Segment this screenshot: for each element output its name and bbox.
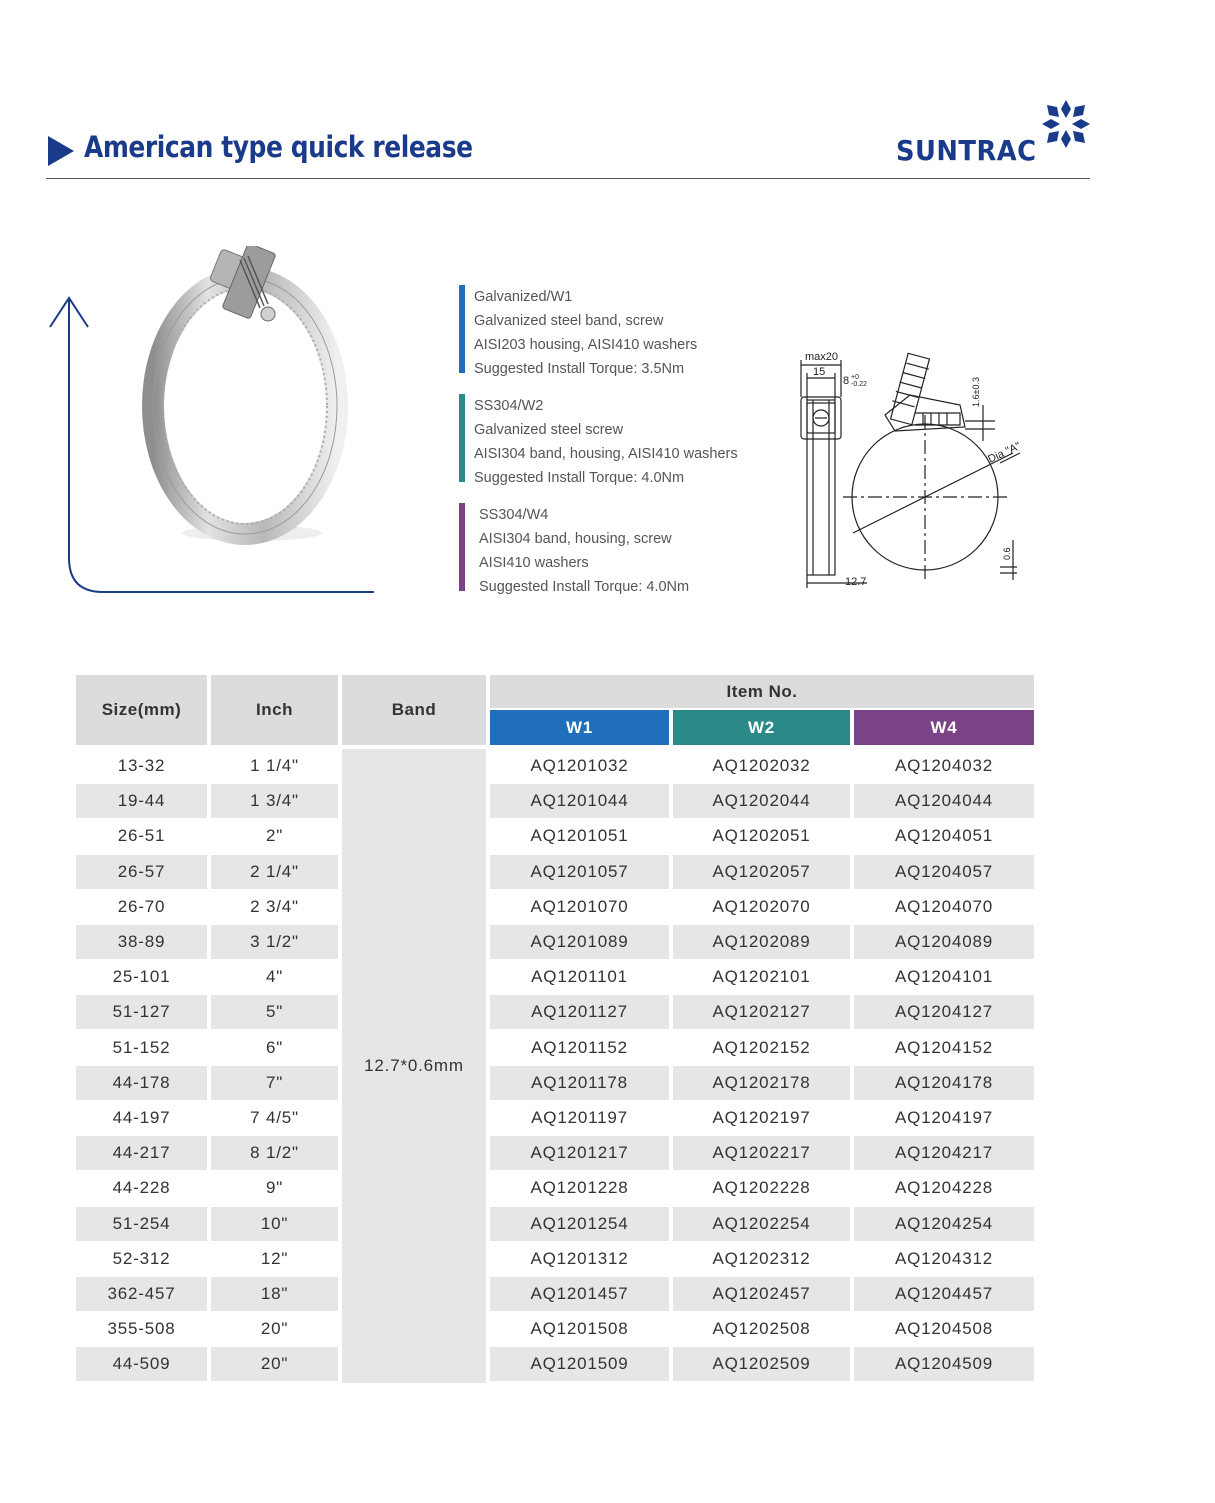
table-cell-size: 52-312 (112, 1249, 171, 1268)
dim-label-tol-upper: +0 (851, 374, 859, 381)
table-cell-w1: AQ1201254 (490, 1207, 669, 1241)
spec-line: AISI304 band, housing, AISI410 washers (474, 446, 738, 462)
table-cell-w4: AQ1204032 (895, 756, 993, 775)
table-cell-w4: AQ1204070 (895, 897, 993, 916)
table-cell-w2: AQ1202508 (712, 1319, 811, 1338)
table-cell-w2: AQ1202070 (712, 897, 811, 916)
band-cell: 12.7*0.6mm (342, 749, 486, 1383)
table-cell-w4: AQ1204051 (895, 826, 993, 845)
table-cell-size: 51-254 (76, 1207, 207, 1241)
table-cell-w4: AQ1204197 (895, 1108, 993, 1127)
table-cell-size: 44-217 (76, 1136, 207, 1170)
table-cell-w1: AQ1201197 (531, 1108, 628, 1127)
brand-logo-text: SUNTRAC (896, 134, 1037, 167)
spec-line: Galvanized steel screw (474, 422, 624, 438)
table-cell-w1: AQ1201228 (530, 1178, 629, 1197)
spec-line: Galvanized steel band, screw (474, 313, 664, 329)
table-cell-w1: AQ1201101 (531, 967, 628, 986)
table-cell-w2: AQ1202254 (673, 1207, 850, 1241)
table-cell-size: 44-197 (112, 1108, 171, 1127)
table-cell-w4: AQ1204312 (895, 1249, 993, 1268)
dim-label-15: 15 (813, 366, 826, 378)
table-cell-w2: AQ1202101 (712, 967, 811, 986)
table-cell-inch: 10" (211, 1207, 338, 1241)
table-cell-w1: AQ1201509 (490, 1347, 669, 1381)
spec-color-bar (459, 503, 465, 591)
table-cell-inch: 20" (211, 1347, 338, 1381)
spec-line: SS304/W4 (479, 507, 549, 523)
table-cell-w2: AQ1202089 (673, 925, 850, 959)
table-cell-inch: 1 3/4" (211, 784, 338, 818)
table-cell-w4: AQ1204057 (854, 855, 1034, 889)
table-cell-w2: AQ1202051 (712, 826, 811, 845)
table-cell-size: 38-89 (76, 925, 207, 959)
table-cell-w2: AQ1202127 (673, 995, 850, 1029)
dim-label-12-7: 12.7 (845, 576, 867, 588)
spec-line: AISI304 band, housing, screw (479, 531, 672, 547)
spec-color-bar (459, 285, 465, 373)
page-title: American type quick release (84, 130, 473, 164)
spec-line: Suggested Install Torque: 4.0Nm (479, 579, 690, 595)
table-cell-w4: AQ1204101 (895, 967, 993, 986)
table-cell-inch: 2 3/4" (250, 897, 299, 916)
table-cell-inch: 9" (265, 1178, 284, 1197)
table-cell-inch: 18" (211, 1277, 338, 1311)
table-cell-size: 19-44 (76, 784, 207, 818)
table-cell-size: 44-509 (76, 1347, 207, 1381)
table-cell-size: 44-178 (76, 1066, 207, 1100)
spec-line: Galvanized/W1 (474, 289, 573, 305)
table-cell-inch: 12" (260, 1249, 289, 1268)
dim-label-max20: max20 (805, 351, 839, 363)
header-divider (46, 178, 1090, 179)
table-cell-w2: AQ1202457 (673, 1277, 850, 1311)
header-size: Size(mm) (76, 675, 207, 745)
table-cell-w4: AQ1204457 (854, 1277, 1034, 1311)
table-cell-w1: AQ1201032 (530, 756, 629, 775)
table-cell-w2: AQ1202152 (712, 1038, 811, 1057)
table-cell-w2: AQ1202509 (673, 1347, 850, 1381)
table-cell-w2: AQ1202178 (673, 1066, 850, 1100)
table-cell-w1: AQ1201051 (530, 826, 629, 845)
table-cell-w4: AQ1204178 (854, 1066, 1034, 1100)
table-cell-inch: 1 1/4" (250, 756, 299, 775)
table-cell-w2: AQ1202228 (712, 1178, 811, 1197)
table-cell-w4: AQ1204152 (895, 1038, 993, 1057)
table-cell-w1: AQ1201152 (531, 1038, 628, 1057)
table-cell-size: 13-32 (117, 756, 166, 775)
table-cell-w4: AQ1204254 (854, 1207, 1034, 1241)
table-cell-size: 26-51 (117, 826, 166, 845)
table-cell-w1: AQ1201127 (490, 995, 669, 1029)
table-cell-w4: AQ1204127 (854, 995, 1034, 1029)
header-band: Band (342, 675, 486, 745)
brand-logo-icon (1038, 96, 1094, 152)
table-cell-inch: 4" (265, 967, 284, 986)
table-cell-inch: 2" (265, 826, 284, 845)
table-cell-w2: AQ1202044 (673, 784, 850, 818)
spec-line: Suggested Install Torque: 4.0Nm (474, 470, 685, 486)
table-cell-w1: AQ1201457 (490, 1277, 669, 1311)
dim-label-0-6: 0.6 (1002, 547, 1012, 560)
table-cell-w1: AQ1201217 (490, 1136, 669, 1170)
spec-line: Suggested Install Torque: 3.5Nm (474, 361, 685, 377)
table-cell-w1: AQ1201044 (490, 784, 669, 818)
spec-line: AISI410 washers (479, 555, 589, 571)
table-cell-inch: 3 1/2" (211, 925, 338, 959)
header-w1: W1 (490, 710, 669, 745)
spec-line: AISI203 housing, AISI410 washers (474, 337, 698, 353)
table-cell-w4: AQ1204044 (854, 784, 1034, 818)
table-cell-w4: AQ1204508 (895, 1319, 993, 1338)
dim-label-8: 8 (843, 375, 850, 387)
table-cell-w2: AQ1202197 (712, 1108, 811, 1127)
header-w2: W2 (673, 710, 850, 745)
table-cell-w4: AQ1204509 (854, 1347, 1034, 1381)
table-cell-size: 51-152 (112, 1038, 171, 1057)
table-cell-w1: AQ1201089 (490, 925, 669, 959)
product-table (76, 675, 1034, 1385)
title-arrow-icon (48, 136, 74, 166)
table-cell-w4: AQ1204217 (854, 1136, 1034, 1170)
table-cell-w1: AQ1201070 (530, 897, 629, 916)
technical-drawing (795, 345, 1050, 595)
spec-line: SS304/W2 (474, 398, 544, 414)
table-cell-w1: AQ1201508 (530, 1319, 629, 1338)
hose-clamp-image (140, 246, 350, 546)
table-cell-size: 25-101 (112, 967, 171, 986)
table-cell-w2: AQ1202057 (673, 855, 850, 889)
table-cell-size: 26-70 (117, 897, 166, 916)
table-cell-inch: 20" (260, 1319, 289, 1338)
table-cell-size: 44-228 (112, 1178, 171, 1197)
table-cell-inch: 8 1/2" (211, 1136, 338, 1170)
header-item-no: Item No. (490, 675, 1034, 708)
table-cell-inch: 2 1/4" (211, 855, 338, 889)
table-cell-w1: AQ1201178 (490, 1066, 669, 1100)
spec-color-bar (459, 394, 465, 482)
header-inch: Inch (211, 675, 338, 745)
table-cell-w1: AQ1201312 (530, 1249, 629, 1268)
table-cell-w1: AQ1201057 (490, 855, 669, 889)
table-cell-size: 355-508 (107, 1319, 176, 1338)
table-cell-inch: 7" (211, 1066, 338, 1100)
dim-label-thickness: 1.6±0.3 (971, 377, 981, 407)
dim-label-dia: Dia "A" (986, 440, 1023, 466)
table-cell-size: 26-57 (76, 855, 207, 889)
table-cell-inch: 5" (211, 995, 338, 1029)
dim-label-tol-lower: -0.22 (851, 381, 867, 388)
table-cell-inch: 6" (265, 1038, 284, 1057)
table-cell-w2: AQ1202217 (673, 1136, 850, 1170)
table-cell-size: 362-457 (76, 1277, 207, 1311)
table-cell-w4: AQ1204228 (895, 1178, 993, 1197)
table-cell-w2: AQ1202312 (712, 1249, 811, 1268)
table-cell-w2: AQ1202032 (712, 756, 811, 775)
table-cell-size: 51-127 (76, 995, 207, 1029)
table-cell-w4: AQ1204089 (854, 925, 1034, 959)
header-w4: W4 (854, 710, 1034, 745)
table-cell-inch: 7 4/5" (250, 1108, 299, 1127)
